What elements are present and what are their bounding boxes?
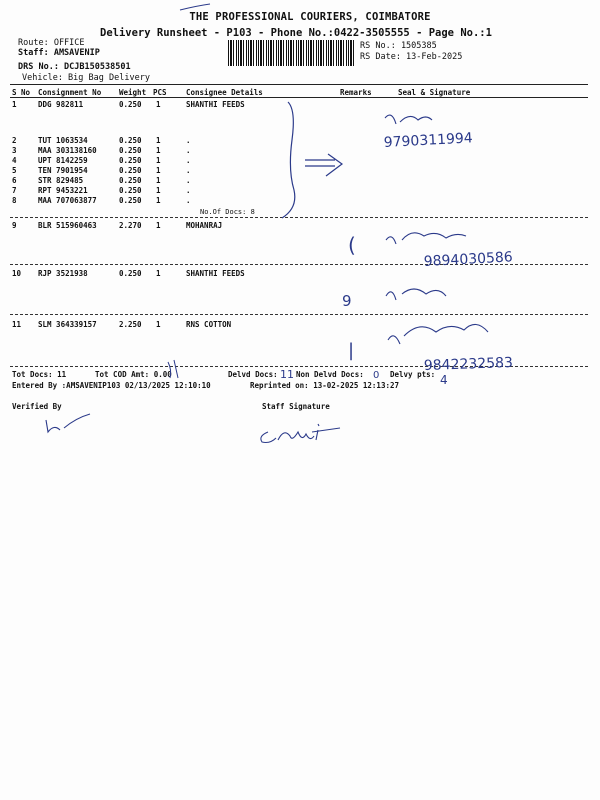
rs-number: RS No.: 1505385 [360, 41, 437, 51]
row6-sno: 6 [12, 176, 17, 185]
staff-label: Staff: AMSAVENIP [18, 48, 100, 58]
row8-cons: MAA 707063877 [38, 196, 97, 205]
col-pcs: PCS [153, 88, 167, 97]
row6-weight: 0.250 [119, 176, 142, 185]
total-docs: Tot Docs: 11 [12, 370, 67, 379]
row2-pcs: 1 [156, 136, 161, 145]
col-remarks: Remarks [340, 88, 372, 97]
total-cod-amount: Tot COD Amt: 0.00 [95, 370, 172, 379]
row5-consignee: . [186, 166, 191, 175]
row2-cons: TUT 1063534 [38, 136, 88, 145]
row-divider [10, 217, 588, 218]
company-title: THE PROFESSIONAL COURIERS, COIMBATORE [189, 11, 431, 23]
row8-sno: 8 [12, 196, 17, 205]
row3-pcs: 1 [156, 146, 161, 155]
row-divider [10, 366, 588, 367]
signature-row1 [385, 115, 432, 124]
col-consignment: Consignment No [38, 88, 102, 97]
signature-row11 [388, 324, 488, 344]
row10-consignee: SHANTHI FEEDS [186, 269, 245, 278]
row9-cons: BLR 515960463 [38, 221, 97, 230]
remark-row10: 9 [342, 292, 352, 310]
row4-pcs: 1 [156, 156, 161, 165]
col-consignee: Consignee Details [186, 88, 263, 97]
phone-row9: 9894030586 [423, 249, 514, 270]
row-divider [10, 264, 588, 265]
row4-weight: 0.250 [119, 156, 142, 165]
row6-consignee: . [186, 176, 191, 185]
row2-weight: 0.250 [119, 136, 142, 145]
row4-cons: UPT 8142259 [38, 156, 88, 165]
row9-sno: 9 [12, 221, 17, 230]
row10-sno: 10 [12, 269, 22, 278]
col-sno: S No [12, 88, 31, 97]
row4-sno: 4 [12, 156, 17, 165]
reprinted-on: Reprinted on: 13-02-2025 12:13:27 [250, 381, 400, 390]
row2-consignee: . [186, 136, 191, 145]
staff-signature-label: Staff Signature [262, 402, 330, 411]
barcode-image [228, 40, 355, 66]
phone-row11: 9842232583 [423, 354, 514, 374]
row3-sno: 3 [12, 146, 17, 155]
row1-cons: DDG 982811 [38, 100, 84, 109]
runsheet-subtitle: Delivery Runsheet - P103 - Phone No.:0422-3505555 - Page No.:1 [100, 27, 492, 39]
scribble-mark [180, 4, 210, 10]
verified-by-label: Verified By [12, 402, 62, 411]
row3-weight: 0.250 [119, 146, 142, 155]
header-bottom-rule [10, 97, 588, 98]
delivered-count-hand: 11 [280, 368, 294, 381]
vehicle-label: Vehicle: Big Bag Delivery [22, 73, 150, 83]
row8-pcs: 1 [156, 196, 161, 205]
staff-signature-tail [312, 428, 340, 432]
col-seal: Seal & Signature [398, 88, 471, 97]
row7-sno: 7 [12, 186, 17, 195]
delivered-docs: Delvd Docs: [228, 370, 278, 379]
row11-sno: 11 [12, 320, 22, 329]
row11-weight: 2.250 [119, 320, 142, 329]
signature-row9 [386, 233, 466, 244]
row1-weight: 0.250 [119, 100, 142, 109]
row2-sno: 2 [12, 136, 17, 145]
row11-consignee: RNS COTTON [186, 320, 232, 329]
rs-date: RS Date: 13-Feb-2025 [360, 52, 463, 62]
row3-consignee: . [186, 146, 191, 155]
row1-consignee: SHANTHI FEEDS [186, 100, 245, 109]
row6-cons: STR 829485 [38, 176, 84, 185]
brace-mark [282, 102, 295, 218]
signature-row10 [386, 289, 446, 300]
row7-consignee: . [186, 186, 191, 195]
delivery-points: Delvy pts: [390, 370, 436, 379]
non-delivered-docs: Non Delvd Docs: [296, 370, 364, 379]
row9-weight: 2.270 [119, 221, 142, 230]
row-divider [10, 314, 588, 315]
row7-cons: RPT 9453221 [38, 186, 88, 195]
row10-cons: RJP 3521938 [38, 269, 88, 278]
row11-pcs: 1 [156, 320, 161, 329]
row5-weight: 0.250 [119, 166, 142, 175]
staff-signature [261, 424, 319, 443]
row3-cons: MAA 303138160 [38, 146, 97, 155]
row10-weight: 0.250 [119, 269, 142, 278]
remark-row9: ( [348, 233, 356, 257]
row5-cons: TEN 7901954 [38, 166, 88, 175]
row7-weight: 0.250 [119, 186, 142, 195]
arrow-mark [305, 154, 342, 176]
row9-pcs: 1 [156, 221, 161, 230]
row7-pcs: 1 [156, 186, 161, 195]
row8-consignee: . [186, 196, 191, 205]
drs-number: DRS No.: DCJB150538501 [18, 62, 131, 72]
row10-pcs: 1 [156, 269, 161, 278]
row9-consignee: MOHANRAJ [186, 221, 223, 230]
row5-sno: 5 [12, 166, 17, 175]
row8-weight: 0.250 [119, 196, 142, 205]
remark-row11: | [348, 340, 355, 361]
col-weight: Weight [119, 88, 147, 97]
group-doc-count: No.Of Docs: 8 [200, 208, 255, 216]
route-label: Route: OFFICE [18, 38, 85, 48]
row5-pcs: 1 [156, 166, 161, 175]
delivery-points-hand: 4 [440, 373, 448, 387]
row1-pcs: 1 [156, 100, 161, 109]
row4-consignee: . [186, 156, 191, 165]
phone-row1: 9790311994 [383, 130, 474, 151]
entered-by: Entered By :AMSAVENIP103 02/13/2025 12:10:10 [12, 381, 211, 390]
header-top-rule [10, 84, 588, 85]
row1-sno: 1 [12, 100, 17, 109]
row11-cons: SLM 364339157 [38, 320, 97, 329]
verified-signature [46, 414, 90, 432]
row6-pcs: 1 [156, 176, 161, 185]
non-delivered-count-hand: 0 [373, 370, 380, 381]
